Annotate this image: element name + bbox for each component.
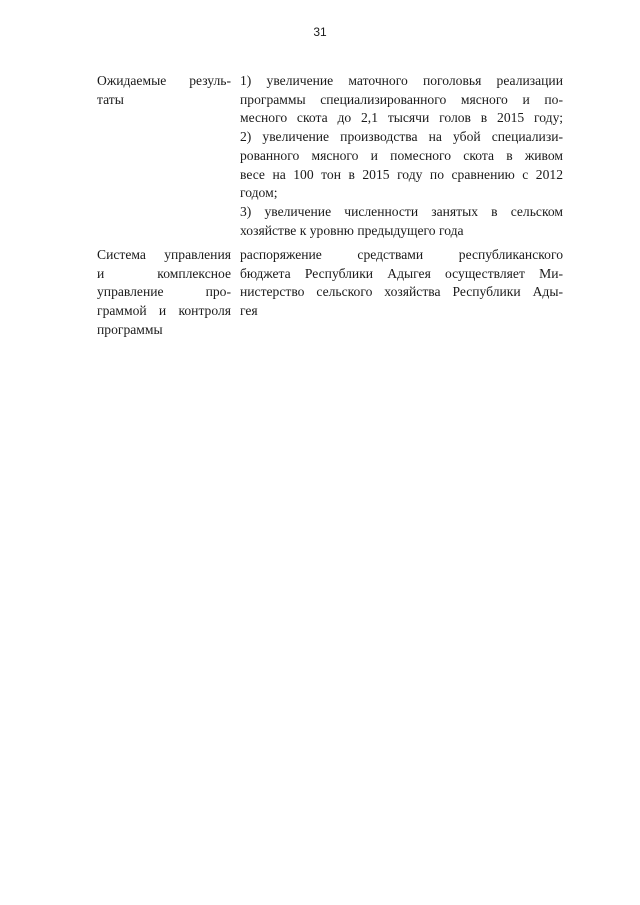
page-number: 31 (313, 25, 327, 39)
label-line: управление про- (97, 284, 231, 300)
label-line: Ожидаемые резуль- (97, 73, 231, 88)
expected-results-label (97, 72, 231, 240)
management-system-label (97, 246, 231, 340)
expected-results-row (97, 72, 563, 240)
value-line: месного скота до 2,1 тысячи голов в 2015 году; (240, 110, 563, 126)
label-line: программы (97, 321, 163, 337)
value-line: рованного мясного и помесного скота в живом (240, 147, 563, 163)
value-line: нистерство сельского хозяйства Республики Ады- (240, 284, 563, 300)
value-line: 3) увеличение численности занятых в сельском (240, 203, 563, 219)
label-line: граммой и контроля (97, 303, 231, 319)
value-line: 1) увеличение маточного поголовья реализации (240, 73, 563, 88)
value-line: бюджета Республики Адыгея осуществляет Ми- (240, 265, 563, 281)
value-line: весе на 100 тон в 2015 году по сравнению с 2012 (240, 166, 563, 182)
management-system-row (97, 246, 563, 340)
value-line: гея (240, 303, 258, 319)
label-line: Система управления (97, 247, 231, 262)
label-line: и комплексное (97, 265, 231, 281)
value-line: распоряжение средствами республиканского (240, 247, 563, 262)
management-system-value (240, 246, 563, 340)
value-line: хозяйстве к уровню предыдущего года (240, 222, 464, 238)
label-line: таты (97, 91, 124, 107)
value-line: 2) увеличение производства на убой специализи- (240, 129, 563, 145)
value-line: программы специализированного мясного и по- (240, 91, 563, 107)
value-line: годом; (240, 185, 278, 201)
expected-results-value (240, 72, 563, 240)
